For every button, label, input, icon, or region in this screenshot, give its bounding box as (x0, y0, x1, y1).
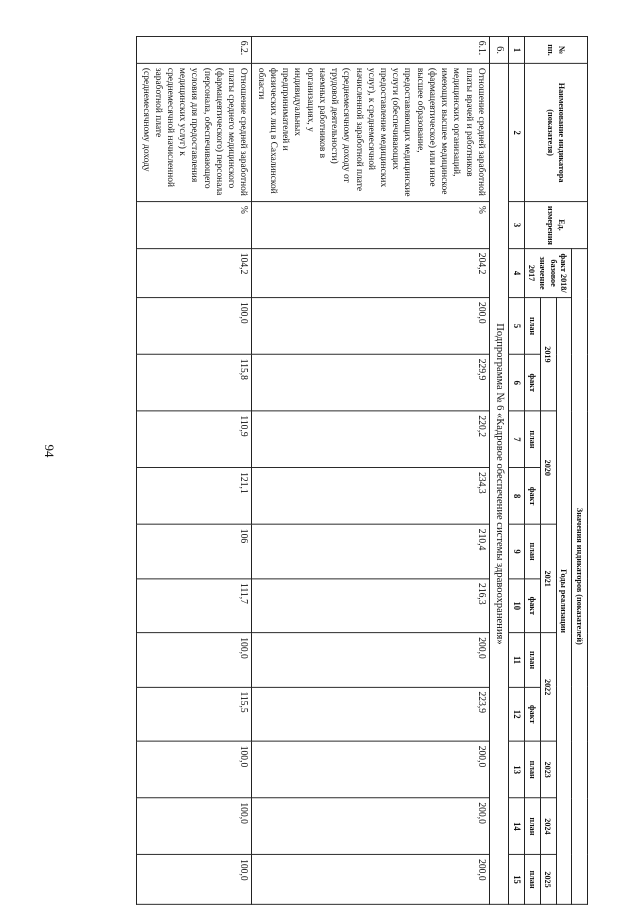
header-fact: факт (524, 687, 540, 741)
column-number: 3 (508, 202, 524, 249)
header-plan: план (524, 855, 540, 905)
header-plan: план (524, 798, 540, 855)
row-no: 6.2. (137, 36, 252, 63)
header-indicator-values: Значения индикаторов (показателей) (572, 248, 588, 904)
header-year-2023: 2023 (540, 741, 556, 798)
header-fact: факт (524, 468, 540, 525)
header-year-2020: 2020 (540, 411, 556, 524)
value-cell: 115,8 (137, 354, 252, 411)
column-number: 1 (508, 36, 524, 63)
value-cell: 210,4 (252, 524, 489, 578)
header-fact: факт (524, 354, 540, 411)
value-cell: 110,9 (137, 411, 252, 468)
value-cell: 200,0 (252, 298, 489, 355)
value-cell: 229,9 (252, 354, 489, 411)
indicators-table (136, 36, 588, 905)
value-cell: 121,1 (137, 468, 252, 525)
indicator-name: Отношение средней заработной платы среднего медицинского (фармацевтического) персонала (персонала, обеспечивающего условия для предоставления медицинских услуг) к среднемесячной начисленной заработной плате (среднемесячному доходу (137, 64, 252, 202)
value-cell: 216,3 (252, 579, 489, 633)
header-year-2022: 2022 (540, 633, 556, 741)
value-cell: 220,2 (252, 411, 489, 468)
header-fact: факт (524, 579, 540, 633)
header-year-2024: 2024 (540, 798, 556, 855)
value-cell: 223,9 (252, 687, 489, 741)
column-number: 7 (508, 411, 524, 468)
value-cell: 204,2 (252, 248, 489, 297)
header-unit: Ед. измерения (524, 202, 587, 249)
column-number: 8 (508, 468, 524, 525)
value-cell: 100,0 (137, 633, 252, 687)
header-plan: план (524, 298, 540, 355)
section-no: 6. (489, 36, 508, 63)
column-number: 10 (508, 579, 524, 633)
unit-cell: % (252, 202, 489, 249)
header-years: Годы реализации (556, 298, 572, 905)
header-fact-2017: факт 2018/базовое значение 2017 (524, 248, 572, 297)
column-number: 12 (508, 687, 524, 741)
value-cell: 106 (137, 524, 252, 578)
table-row (137, 36, 252, 904)
column-number: 11 (508, 633, 524, 687)
unit-cell: % (137, 202, 252, 249)
value-cell: 234,3 (252, 468, 489, 525)
header-year-2025: 2025 (540, 855, 556, 905)
column-number: 9 (508, 524, 524, 578)
column-number: 14 (508, 798, 524, 855)
header-year-2019: 2019 (540, 298, 556, 411)
column-number: 4 (508, 248, 524, 297)
value-cell: 200,0 (252, 633, 489, 687)
column-number: 15 (508, 855, 524, 905)
value-cell: 100,0 (137, 855, 252, 905)
header-no: № пп. (524, 36, 587, 63)
column-number: 13 (508, 741, 524, 798)
header-plan: план (524, 411, 540, 468)
value-cell: 200,0 (252, 855, 489, 905)
column-number: 2 (508, 64, 524, 202)
value-cell: 100,0 (137, 298, 252, 355)
value-cell: 111,7 (137, 579, 252, 633)
column-number: 5 (508, 298, 524, 355)
header-year-2021: 2021 (540, 524, 556, 632)
table-row (252, 36, 489, 904)
value-cell: 115,5 (137, 687, 252, 741)
section-row (489, 36, 508, 904)
value-cell: 100,0 (137, 741, 252, 798)
section-title: Подпрограмма № 6 «Кадровое обеспечение системы здравоохранения» (489, 64, 508, 905)
header-plan: план (524, 524, 540, 578)
indicator-name: Отношение средней заработной платы врачей и работников медицинских организаций, имеющих высшее медицинское (фармацевтическое) или иное высшее образование, предоставляющих медицинские услуги (обеспечивающих предоставление медицинских услуг), к среднемесячной начисленной заработной плате (среднемесячному доходу от трудовой деятельности) наемных работников в организациях, у индивидуальных предпринимателей и физических лиц в Сахалинской области (252, 64, 489, 202)
header-name: Наименование индикатора (показателя) (524, 64, 587, 202)
column-number: 6 (508, 354, 524, 411)
header-plan: план (524, 633, 540, 687)
value-cell: 104,2 (137, 248, 252, 297)
value-cell: 200,0 (252, 741, 489, 798)
indicators-table-container (94, 36, 588, 905)
value-cell: 100,0 (137, 798, 252, 855)
row-no: 6.1. (252, 36, 489, 63)
page-number: 94 (42, 444, 57, 458)
header-plan: план (524, 741, 540, 798)
value-cell: 200,0 (252, 798, 489, 855)
